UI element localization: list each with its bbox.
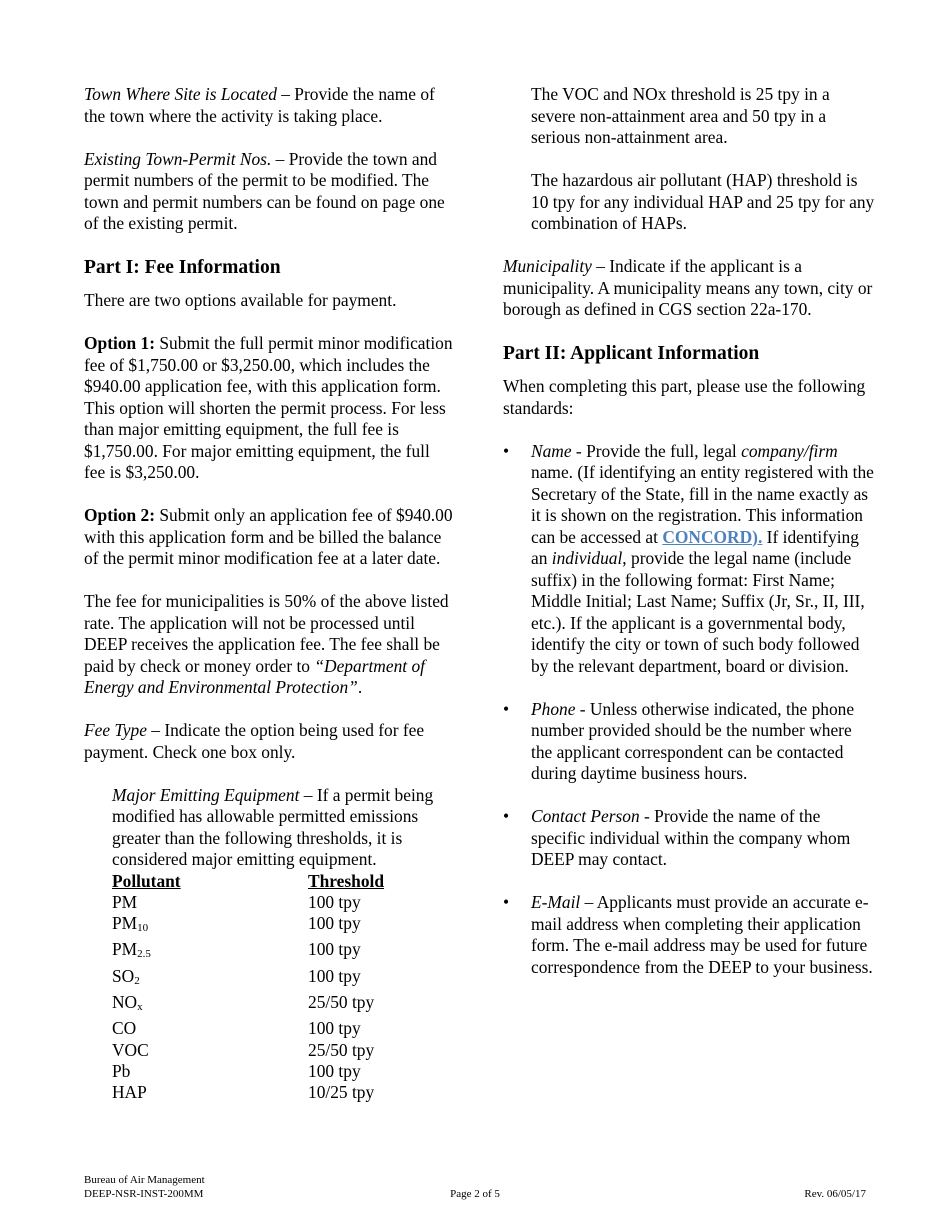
contact-label: Contact Person (531, 806, 640, 826)
table-row (112, 1018, 384, 1039)
threshold-cell: 100 tpy (308, 891, 361, 912)
town-label: Town Where Site is Located (84, 84, 277, 104)
table-row (112, 966, 384, 992)
list-item-name (503, 441, 875, 678)
bullet-icon: • (503, 440, 510, 461)
option1-paragraph (84, 333, 454, 484)
pollutant-name: VOC (112, 1039, 149, 1060)
pollutant-name: Pb (112, 1060, 131, 1081)
bullet-icon: • (503, 806, 510, 826)
threshold-table-body (112, 892, 384, 1104)
footer-page-number: Page 2 of 5 (450, 1188, 500, 1200)
pollutant-subscript: 2 (134, 974, 140, 987)
option2-label: Option 2: (84, 505, 156, 525)
option1-text: Submit the full permit minor modification fee of $1,750.00 or $3,250.00, which includes the $940.00 application fee, with this application form. This option will shorten the permit process. For less than major emitting equipment, the full fee is $1,750.00. For major emitting equipment, the full fee is $3,250.00. (84, 333, 453, 482)
table-row (112, 1082, 384, 1103)
name-text-4: , provide the legal name (include suffix) in the following format: First Name; Middle Initial; Last Name; Suffix (Jr, Sr., II, III, etc.). If the applicant is a governmental body, identify the city or town of such body followed by the relevant department, board or division. (531, 548, 865, 676)
pollutant-subscript: 10 (137, 922, 149, 935)
municipal-end: . (357, 677, 363, 697)
name-text-2: name. (If identifying an entity registered with the Secretary of the State, fill in the name exactly as it is shown on the registration. This information can be accessed at (531, 462, 874, 547)
pollutant-header: Pollutant (112, 870, 181, 891)
pollutant-name: CO (112, 1018, 137, 1039)
pollutant-cell (112, 892, 308, 913)
pollutant-subscript: 2.5 (137, 948, 151, 961)
standards-intro: When completing this part, please use the following standards: (503, 376, 866, 418)
email-label: E-Mail (531, 892, 581, 912)
threshold-table (112, 871, 384, 1104)
table-row (112, 1061, 384, 1082)
threshold-cell: 100 tpy (308, 965, 361, 986)
pollutant-name: HAP (112, 1082, 147, 1103)
concord-link[interactable]: CONCORD). (662, 526, 763, 547)
bullet-icon: • (503, 892, 510, 912)
major-text: – If a permit being modified has allowable permitted emissions greater than the following thresholds, it is considered major emitting equipment. (112, 784, 434, 869)
threshold-cell: 100 tpy (308, 1018, 361, 1039)
municipality-paragraph (503, 256, 875, 321)
threshold-cell: 25/50 tpy (308, 1039, 375, 1060)
municipal-payee: “Department of Energy and Environmental Protection” (84, 655, 425, 697)
pollutant-name: PM (112, 891, 138, 912)
footer-bureau: Bureau of Air Management (84, 1174, 205, 1186)
options-intro: There are two options available for payment. (84, 290, 397, 310)
pollutant-cell (112, 966, 308, 992)
name-company-firm: company/firm (741, 440, 838, 461)
threshold-cell: 100 tpy (308, 939, 361, 960)
threshold-cell: 10/25 tpy (308, 1082, 375, 1103)
pollutant-cell (112, 1018, 308, 1039)
municipal-fee-paragraph (84, 591, 454, 699)
name-individual: individual (551, 548, 623, 568)
list-item-phone (503, 699, 875, 785)
feetype-paragraph (84, 720, 454, 763)
name-text-3: If identifying an (531, 526, 859, 568)
threshold-header: Threshold (308, 870, 385, 891)
table-row (112, 892, 384, 913)
table-row (112, 1040, 384, 1061)
hap-paragraph: The hazardous air pollutant (HAP) threshold is 10 tpy for any individual HAP and 25 tpy for any combination of HAPs. (531, 170, 875, 233)
threshold-cell: 100 tpy (308, 913, 361, 934)
pollutant-name: PM (112, 939, 138, 960)
feetype-label: Fee Type (84, 720, 147, 740)
pollutant-cell (112, 992, 308, 1018)
option2-paragraph (84, 505, 454, 570)
standards-list (503, 441, 875, 979)
municipality-label: Municipality (503, 256, 592, 276)
table-row (112, 939, 384, 965)
permit-paragraph (84, 149, 454, 235)
list-item-contact (503, 806, 875, 871)
bullet-icon: • (503, 698, 510, 719)
pollutant-subscript: x (137, 1000, 143, 1013)
voc-nox-paragraph: The VOC and NOx threshold is 25 tpy in a severe non-attainment area and 50 tpy in a serious non-attainment area. (531, 84, 830, 147)
pollutant-name: SO (112, 965, 135, 986)
town-paragraph (84, 84, 454, 127)
right-column (503, 84, 875, 1000)
footer-form-id: DEEP-NSR-INST-200MM (84, 1188, 204, 1200)
pollutant-cell (112, 939, 308, 965)
pollutant-cell (112, 1061, 308, 1082)
list-item-email (503, 892, 875, 978)
part1-heading: Part I: Fee Information (84, 257, 281, 278)
table-row (112, 992, 384, 1018)
left-column (84, 84, 454, 1103)
pollutant-name: PM (112, 913, 138, 934)
option1-label: Option 1: (84, 333, 156, 353)
pollutant-name: NO (112, 991, 138, 1012)
town-text: – Provide the name of the town where the activity is taking place. (84, 84, 435, 126)
table-header-row (112, 871, 384, 892)
footer-revision: Rev. 06/05/17 (804, 1188, 866, 1200)
pollutant-cell (112, 1082, 308, 1103)
threshold-cell: 100 tpy (308, 1060, 361, 1081)
phone-label: Phone (531, 698, 576, 719)
part2-heading: Part II: Applicant Information (503, 343, 760, 364)
pollutant-cell (112, 913, 308, 939)
threshold-cell: 25/50 tpy (308, 991, 375, 1012)
email-text: – Applicants must provide an accurate e-mail address when completing their application form. The e-mail address may be used for future correspondence from the DEEP to your business. (531, 892, 873, 977)
option2-text: Submit only an application fee of $940.00 with this application form and be billed the balance of the permit minor modification fee at a later date. (84, 505, 453, 568)
contact-text: - Provide the name of the specific individual within the company whom DEEP may contact. (531, 806, 851, 869)
municipal-fee-text: The fee for municipalities is 50% of the above listed rate. The application will not be processed until DEEP receives the application fee. The fee shall be paid by check or money order to (84, 591, 449, 676)
major-paragraph (112, 785, 454, 871)
table-row (112, 913, 384, 939)
municipality-text: – Indicate if the applicant is a municipality. A municipality means any town, city or borough as defined in CGS section 22a-170. (503, 256, 873, 319)
permit-label: Existing Town-Permit Nos. (84, 148, 272, 169)
name-label: Name (531, 440, 572, 461)
pollutant-cell (112, 1040, 308, 1061)
major-label: Major Emitting Equipment (112, 784, 300, 805)
phone-text: - Unless otherwise indicated, the phone number provided should be the number where the applicant correspondent can be contacted during daytime business hours. (531, 698, 855, 783)
feetype-text: – Indicate the option being used for fee payment. Check one box only. (84, 720, 425, 762)
name-text-1: - Provide the full, legal (571, 440, 742, 461)
permit-text: – Provide the town and permit numbers of the permit to be modified. The town and permit numbers can be found on page one of the existing permit. (84, 148, 445, 233)
